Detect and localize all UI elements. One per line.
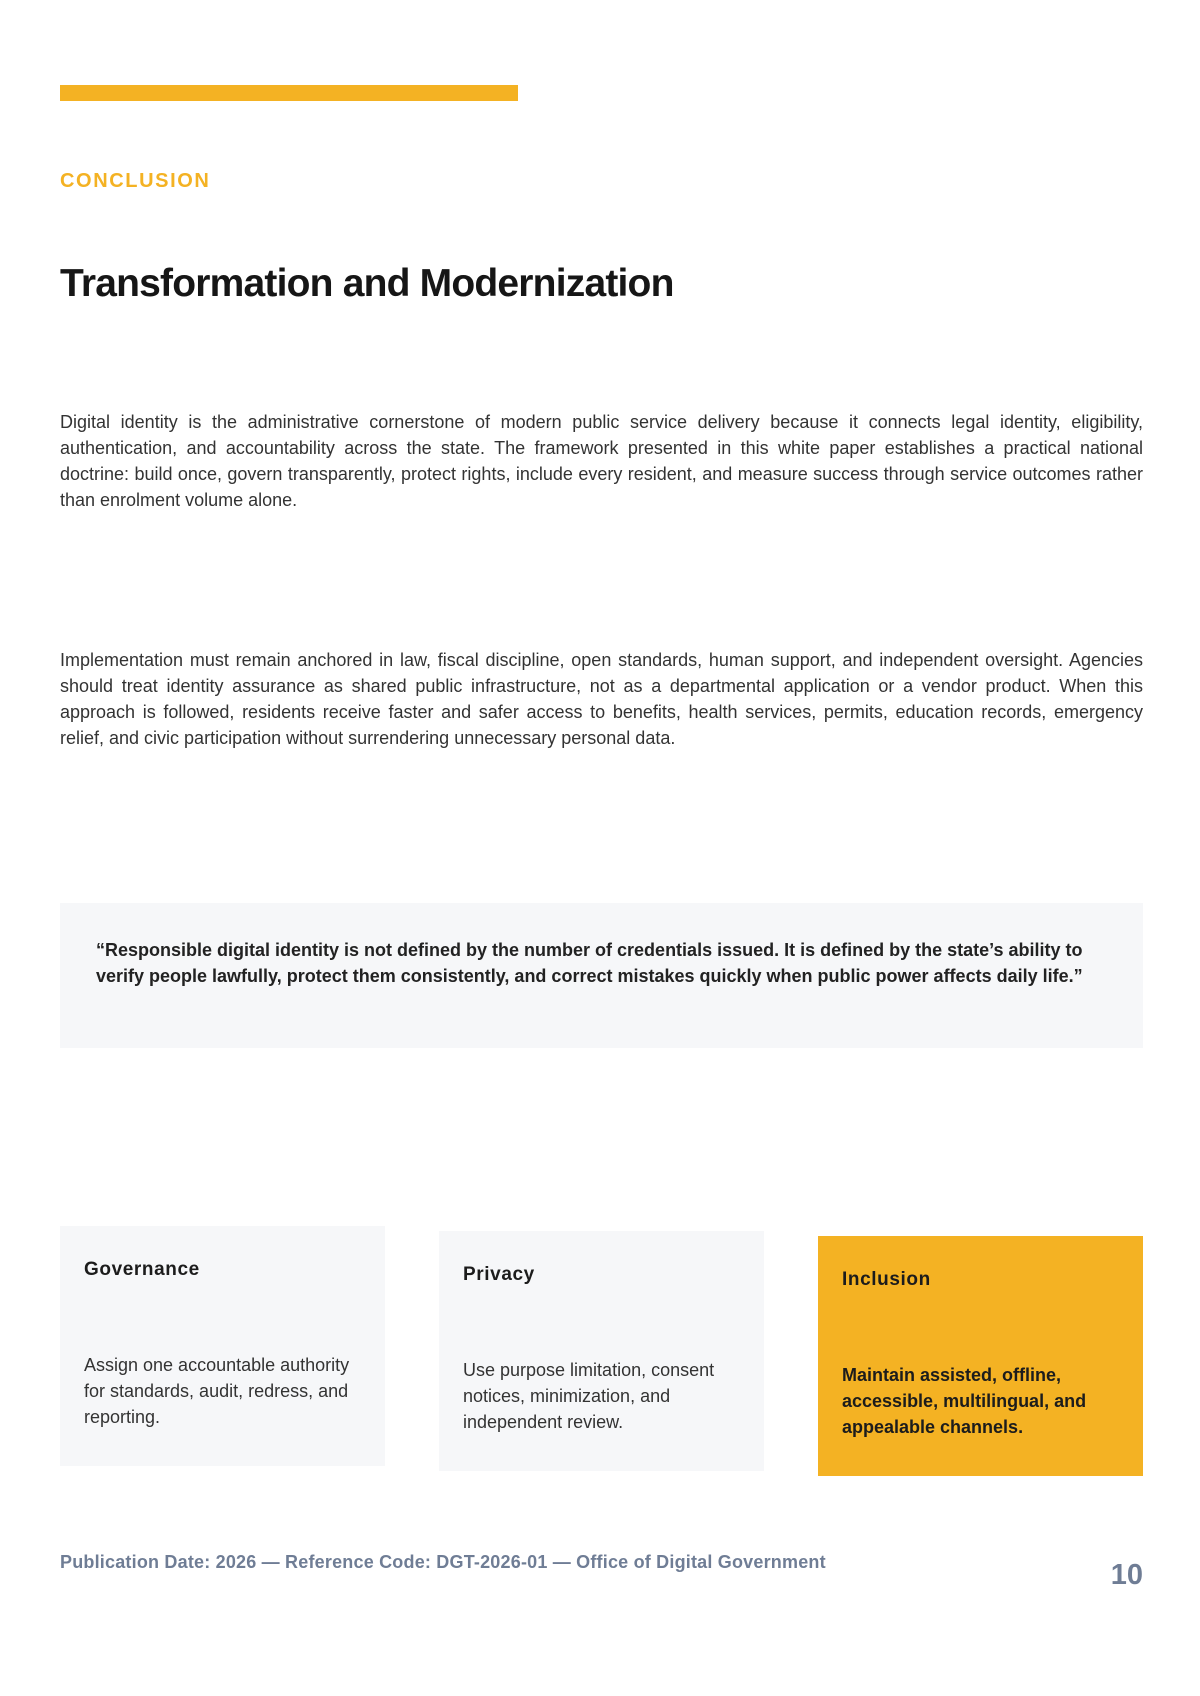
card-title: Governance: [84, 1259, 200, 1280]
pull-quote-text: “Responsible digital identity is not defined by the number of credentials issued. It is defined by the state’s ability to verify people lawfully, protect them consistently, and correct mistakes quickly when public power affects daily life.”: [96, 940, 1083, 986]
card-body: Assign one accountable authority for standards, audit, redress, and reporting.: [84, 1355, 350, 1427]
accent-bar: [60, 85, 518, 101]
pull-quote: [60, 903, 1143, 1048]
section-eyebrow: CONCLUSION: [60, 170, 211, 192]
principle-card-governance: [60, 1226, 385, 1466]
page-title: Transformation and Modernization: [60, 262, 674, 305]
principle-card-inclusion: [818, 1236, 1143, 1476]
body-paragraph: Implementation must remain anchored in law, fiscal discipline, open standards, human support, and independent oversight. Agencies should treat identity assurance as shared public infrastructure, not as a departmental application or a vendor product. When this approach is followed, residents receive faster and safer access to benefits, health services, permits, education records, emergency relief, and civic participation without surrendering unnecessary personal data.: [60, 650, 1143, 748]
footer-publication-info: Publication Date: 2026 — Reference Code: DGT-2026-01 — Office of Digital Government: [60, 1552, 826, 1572]
card-body: Maintain assisted, offline, accessible, multilingual, and appealable channels.: [842, 1365, 1087, 1437]
card-body: Use purpose limitation, consent notices, minimization, and independent review.: [463, 1360, 715, 1432]
page-number: 10: [1110, 1559, 1143, 1591]
principle-card-privacy: [439, 1231, 764, 1471]
card-title: Privacy: [463, 1264, 535, 1285]
card-title: Inclusion: [842, 1269, 931, 1290]
body-paragraph: Digital identity is the administrative cornerstone of modern public service delivery because it connects legal identity, eligibility, authentication, and accountability across the state. The framework presented in this white paper establishes a practical national doctrine: build once, govern transparently, protect rights, include every resident, and measure success through service outcomes rather than enrolment volume alone.: [60, 412, 1143, 510]
